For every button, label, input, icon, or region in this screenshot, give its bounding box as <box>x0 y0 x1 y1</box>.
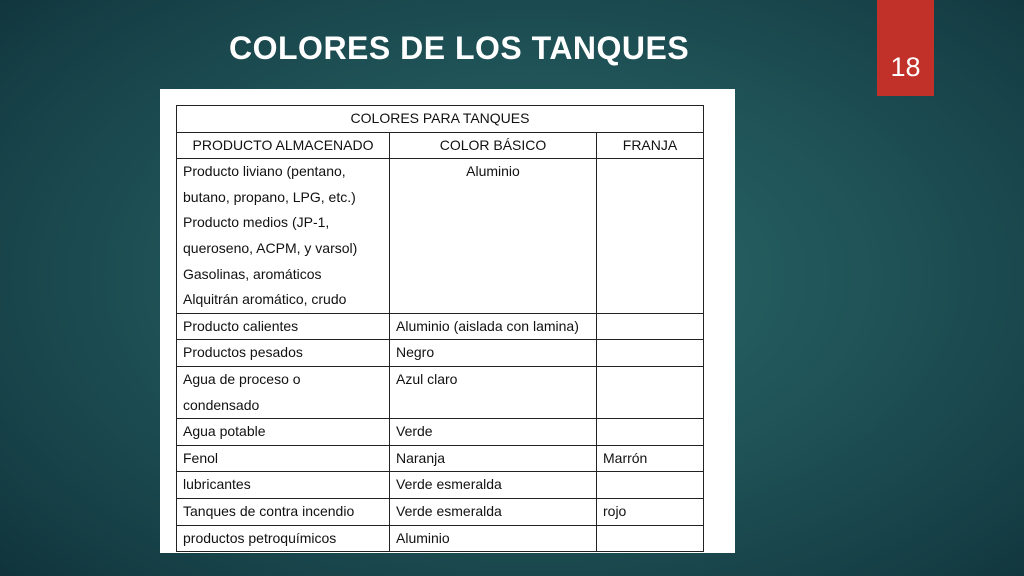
product-line: Fenol <box>183 449 219 466</box>
product-cell <box>177 525 390 552</box>
color-cell: Verde <box>390 419 597 446</box>
product-line: Producto medios (JP-1, <box>183 214 330 231</box>
stripe-cell <box>597 472 704 499</box>
table-row <box>177 313 704 340</box>
stripe-cell <box>597 313 704 340</box>
product-cell <box>177 472 390 499</box>
table-row <box>177 472 704 499</box>
table-caption-row <box>177 106 704 133</box>
page-number-badge <box>877 0 934 96</box>
product-line: Tanques de contra incendio <box>183 502 355 519</box>
table-row <box>177 525 704 552</box>
table-row <box>177 340 704 367</box>
product-line: butano, propano, LPG, etc.) <box>183 188 356 205</box>
product-line: Productos pesados <box>183 344 303 361</box>
product-cell <box>177 159 390 314</box>
color-cell: Verde esmeralda <box>390 472 597 499</box>
color-cell: Aluminio <box>390 159 597 314</box>
product-line: Gasolinas, aromáticos <box>183 265 322 282</box>
product-line: Alquitrán aromático, crudo <box>183 291 347 308</box>
header-color: COLOR BÁSICO <box>390 132 597 159</box>
table-image <box>160 89 735 553</box>
product-line: Producto liviano (pentano, <box>183 163 346 180</box>
color-cell: Azul claro <box>390 366 597 418</box>
stripe-cell: rojo <box>597 498 704 525</box>
table-row <box>177 498 704 525</box>
table-row <box>177 419 704 446</box>
product-line: lubricantes <box>183 476 251 493</box>
product-cell <box>177 498 390 525</box>
page-number: 18 <box>890 52 921 82</box>
product-cell <box>177 340 390 367</box>
product-line: condensado <box>183 396 260 413</box>
product-cell <box>177 445 390 472</box>
header-stripe: FRANJA <box>597 132 704 159</box>
product-line: Agua potable <box>183 423 266 440</box>
table-header-row <box>177 132 704 159</box>
stripe-cell <box>597 159 704 314</box>
stripe-cell: Marrón <box>597 445 704 472</box>
color-cell: Verde esmeralda <box>390 498 597 525</box>
stripe-cell <box>597 525 704 552</box>
slide-title: COLORES DE LOS TANQUES <box>229 30 690 66</box>
table-caption: COLORES PARA TANQUES <box>177 106 704 133</box>
table-row <box>177 445 704 472</box>
color-cell: Aluminio <box>390 525 597 552</box>
tank-colors-table <box>176 105 704 552</box>
stripe-cell <box>597 340 704 367</box>
stripe-cell <box>597 419 704 446</box>
product-cell <box>177 313 390 340</box>
color-cell: Naranja <box>390 445 597 472</box>
table-row <box>177 366 704 418</box>
product-line: queroseno, ACPM, y varsol) <box>183 239 358 256</box>
color-cell: Aluminio (aislada con lamina) <box>390 313 597 340</box>
product-cell <box>177 366 390 418</box>
product-cell <box>177 419 390 446</box>
product-line: Agua de proceso o <box>183 370 301 387</box>
table-row <box>177 159 704 314</box>
product-line: Producto calientes <box>183 317 299 334</box>
color-cell: Negro <box>390 340 597 367</box>
stripe-cell <box>597 366 704 418</box>
header-product: PRODUCTO ALMACENADO <box>177 132 390 159</box>
product-line: productos petroquímicos <box>183 529 337 546</box>
